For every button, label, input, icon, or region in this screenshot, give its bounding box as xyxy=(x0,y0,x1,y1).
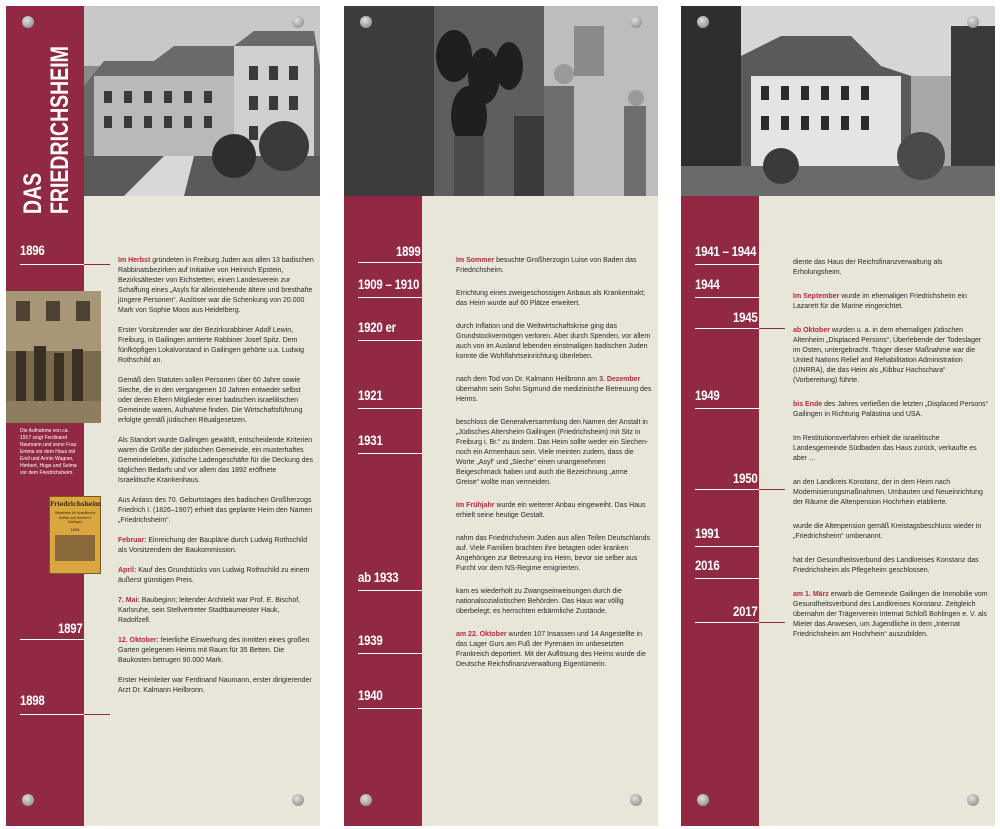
p2-entry-1: Errichtung eines zweigeschossigen Anbaus als Krankentrakt; das Heim wurde auf 60 Plätze erweitert. xyxy=(456,290,646,307)
year-line-1950 xyxy=(695,489,759,490)
booklet-cover xyxy=(49,496,101,574)
mount-hole xyxy=(22,16,34,28)
photo-people-sepia xyxy=(6,291,101,423)
panel-3 xyxy=(681,6,995,826)
mount-hole xyxy=(22,794,34,806)
year-1941-1944: 1941 – 1944 xyxy=(695,243,757,259)
p2-entry-0: Im Sommer besuchte Großherzogin Luise von Baden das Friedrichsheim. xyxy=(456,257,637,274)
mount-hole xyxy=(292,16,304,28)
p3-entry-0: diente das Haus der Reichsfinanzverwaltung als Erholungsheim. xyxy=(793,259,943,276)
panel-3-text xyxy=(793,258,989,654)
year-line-2017-ext xyxy=(759,622,785,623)
year-1944: 1944 xyxy=(695,276,720,292)
year-line-2016 xyxy=(695,578,759,579)
title-line-1: DAS xyxy=(19,172,47,214)
year-1921: 1921 xyxy=(358,387,383,403)
p1-entry-7: 7. Mai: Baubeginn; leitender Architekt war Prof. E. Bischof, Karlsruhe, sein Stellvertreter Stadtbaumeister Hauk, Radolfzell. xyxy=(118,597,301,624)
booklet-image xyxy=(55,535,95,561)
year-line-1909 xyxy=(358,297,422,298)
title-line-2: FRIEDRICHSHEIM xyxy=(46,46,74,214)
year-1991: 1991 xyxy=(695,525,720,541)
p2-entry-4: beschloss die Generalversammlung den Namen der Anstalt in „Jüdisches Altersheim Gailingen (Friedrichsheim) mit Sitz in Freiburg i. Br.“ zu ändern. Das Heim sollte weder ein Siechen- noch ein Armenhaus sein. Viele meinten zudem, dass die Worte „Asyl“ und „Sieche“ einen unangenehmen Beigeschmack haben und auch die Bezeichnung „arme Greise“ wollte man vermeiden. xyxy=(456,419,649,486)
p2-entry-6: nahm das Friedrichsheim Juden aus allen Teilen Deutschlands auf. Viele Familien brachten ihre betagten oder kranken Angehörigen zur Betreuung ins Heim, bevor sie selber aus Furcht vor dem NS-Regime emigrierten. xyxy=(456,535,651,572)
p1-entry-8: 12. Oktober: feierliche Einweihung des inmitten eines großen Garten gelegenen Heims mit Raum für 35 Betten. Die Baukosten betrugen 90.000 Mark. xyxy=(118,637,310,664)
year-1945: 1945 xyxy=(733,309,758,325)
year-line-1920 xyxy=(358,340,422,341)
photo-caption: Die Aufnahme von ca. 1917 zeigt Ferdinand Naumann und seine Frau Emma vor dem Haus mit Emil und Armin Wagner, Herbert, Hugo und Selma vor dem Friedrichsheim. xyxy=(20,428,77,476)
year-line-1949 xyxy=(695,408,759,409)
year-line-1898 xyxy=(20,714,84,715)
photo-building-historic xyxy=(84,6,320,196)
year-2017: 2017 xyxy=(733,603,758,619)
year-1931: 1931 xyxy=(358,432,383,448)
booklet-subtitle: Altersheim für israelitische Greise und Sieche in Gailingen xyxy=(54,511,96,524)
year-line-1896 xyxy=(20,264,84,265)
panel-2 xyxy=(344,6,658,826)
year-1940: 1940 xyxy=(358,687,383,703)
mount-hole xyxy=(630,16,642,28)
year-1899: 1899 xyxy=(396,243,421,259)
year-1950: 1950 xyxy=(733,470,758,486)
year-1896: 1896 xyxy=(20,242,45,258)
p1-entry-5: Februar: Einreichung der Baupläne durch Ludwig Rothschild als Vorsitzendem der Baukommission. xyxy=(118,537,308,554)
photo-building-modern xyxy=(681,6,995,196)
p1-entry-6: April: Kauf des Grundstücks von Ludwig Rothschild zu einem äußerst günstigen Preis. xyxy=(118,567,310,584)
year-line-2017 xyxy=(695,622,759,623)
p3-entry-1: Im September wurde im ehemaligen Friedrichsheim ein Lazarett für die Marine eingerichtet. xyxy=(793,293,967,310)
p1-entry-3: Als Standort wurde Gailingen gewählt, entscheidende Kriterien waren die Größe der jüdischen Gemeinde, ein musterhaftes Gemeindeleben, jüdische Ladengeschäfte für die Deckung des täglichen Bedarfs und vor allem das 1892 eröffnete Israelitische Krankenhaus. xyxy=(118,437,313,484)
panel-2-text xyxy=(456,256,652,683)
p3-entry-3: bis Ende des Jahres verließen die letzten „Displaced Persons“ Gailingen in Richtung Palästina und USA. xyxy=(793,401,988,418)
p3-entry-4: Im Restitutionsverfahren erhielt die israelitische Landesgemeinde Südbaden das Haus zurück, verkaufte es aber … xyxy=(793,435,977,462)
mount-hole xyxy=(967,794,979,806)
p2-entry-7: kam es wiederholt zu Zwangseinweisungen durch die nationalsozialistischen Behörden. Das Haus war völlig überbelegt; es herrschten erbärmliche Zustände. xyxy=(456,588,624,615)
year-1949: 1949 xyxy=(695,387,720,403)
year-line-1931 xyxy=(358,453,422,454)
p1-entry-1: Erster Vorsitzender war der Bezirksrabbiner Adolf Lewin, Freiburg, in Gailingen amtierte Rabbiner Josef Spitz. Dem fünfköpfigen Lokalvorstand in Gailingen gehörte u.a. Ludwig Rothschild an. xyxy=(118,327,305,364)
year-line-1940 xyxy=(358,708,422,709)
year-line-1950-ext xyxy=(759,489,785,490)
mount-hole xyxy=(630,794,642,806)
year-line-1945-ext xyxy=(759,328,785,329)
year-line-1899 xyxy=(358,262,422,263)
mount-hole xyxy=(360,16,372,28)
year-1898: 1898 xyxy=(20,692,45,708)
mount-hole xyxy=(697,16,709,28)
year-1909-1910: 1909 – 1910 xyxy=(358,276,420,292)
year-2016: 2016 xyxy=(695,557,720,573)
p3-entry-5: an den Landkreis Konstanz, der in dem Heim nach Modernisierungsmaßnahmen, Umbauten und Neueinrichtung der Räume die Altenpension Hochrhein etablierte. xyxy=(793,479,983,506)
year-ab-1933: ab 1933 xyxy=(358,569,399,585)
p2-entry-3: nach dem Tod von Dr. Kalmann Heilbronn am 3. Dezember übernahm sein Sohn Sigmund die medizinische Betreuung des Heims. xyxy=(456,376,652,403)
year-line-1897 xyxy=(20,639,84,640)
year-line-1991 xyxy=(695,546,759,547)
p1-entry-2: Gemäß den Statuten sollen Personen über 60 Jahre sowie Sieche, die in den vergangenen 10 Jahren entweder selbst oder deren Eltern Mitglieder einer badischen israelitischen Gemeinde waren, Aufnahme finden. Die Wirtschaftsführung erfolgte gemäß jüdischen Ritualgesetzen. xyxy=(118,377,303,424)
photo-people-on-steps xyxy=(344,6,658,196)
p2-entry-2: durch Inflation und die Weltwirtschaftskrise ging das Grundstockvermögen verloren. Aber durch Spenden, vor allem auch von im Ausland lebenden einstmaligen badischen Juden konnte die Wohlfahrtseinrichtung überleben. xyxy=(456,323,651,360)
p2-entry-8: am 22. Oktober wurden 107 Insassen und 14 Angestellte in das Lager Gurs am Fuß der Pyrenäen im unbesetzten Frankreich deportiert. Mit der Auflösung des Heims wurde die Deutsche Reichsfinanzverwaltung Eigentümerin. xyxy=(456,631,646,668)
year-line-1939 xyxy=(358,653,422,654)
year-line-1921 xyxy=(358,408,422,409)
p3-entry-6: wurde die Altenpension gemäß Kreistagsbeschluss wieder in „Friedrichsheim“ umbenannt. xyxy=(793,523,982,540)
p1-entry-9: Erster Heimleiter war Ferdinand Naumann, erster dirigierender Arzt Dr. Kalmann Heilbronn. xyxy=(118,677,312,694)
mount-hole xyxy=(697,794,709,806)
mount-hole xyxy=(967,16,979,28)
year-line-1945 xyxy=(695,328,759,329)
year-line-1898-ext xyxy=(84,714,110,715)
p3-entry-8: am 1. März erwarb die Gemeinde Gailingen die Immobilie vom Gesundheitsverbund des Landkreises Konstanz. Zeitgleich übernahm der Trägerverein Internat Schloß Bohlingen e. V. als Mieter das Anwesen, um Jugendliche in dem „Internat Friedrichsheim am Hochrhein“ auszubilden. xyxy=(793,591,988,638)
p3-entry-7: hat der Gesundheitsverbund des Landkreises Konstanz das Friedrichsheim als Pflegeheim geschlossen. xyxy=(793,557,979,574)
year-line-1896-ext xyxy=(84,264,110,265)
year-1920er: 1920 er xyxy=(358,319,396,335)
p3-entry-2: ab Oktober wurden u. a. in dem ehemaligen jüdischen Altenheim „Displaced Persons“, Überlebende der Todeslager im Osten, untergebracht. Träger dieser Maßnahme war die United Nations Relief and Rehabilitation Administration (UNRRA), die das Heim als „Kibbuz Hachschara“ (Vorbereitung) führte. xyxy=(793,327,982,384)
vertical-title xyxy=(20,46,74,214)
booklet-title: Friedrichsheim xyxy=(50,501,102,508)
mount-hole xyxy=(360,794,372,806)
booklet-year: 1896 xyxy=(70,526,80,532)
year-1897: 1897 xyxy=(58,620,83,636)
year-line-1941 xyxy=(695,264,759,265)
p1-entry-4: Aus Anlass des 70. Geburtstages des badischen Großherzogs Friedrich I. (1826–1907) erhielt das geplante Heim den Namen „Friedrichsheim“. xyxy=(118,497,313,524)
year-1939: 1939 xyxy=(358,632,383,648)
p1-entry-0: Im Herbst gründeten in Freiburg Juden aus allen 13 badischen Rabbinatsbezirken auf Initiative von Heinrich Epstein, Bezirksältester von Eichstetten, einen Landesverein zur Schaffung eines „Asyls für alleinstehende ältere und bresthafte jüngere Personen“. Auslöser war die Schenkung von 20.000 Mark von Sophie Moos aus Heidelberg. xyxy=(118,257,314,314)
panel-1 xyxy=(6,6,320,826)
year-line-1944 xyxy=(695,297,759,298)
p2-entry-5: Im Frühjahr wurde ein weiterer Anbau eingeweiht. Das Haus erhielt seine heutige Gestalt. xyxy=(456,502,646,519)
year-line-1933 xyxy=(358,590,422,591)
mount-hole xyxy=(292,794,304,806)
panel-1-text xyxy=(118,256,314,706)
